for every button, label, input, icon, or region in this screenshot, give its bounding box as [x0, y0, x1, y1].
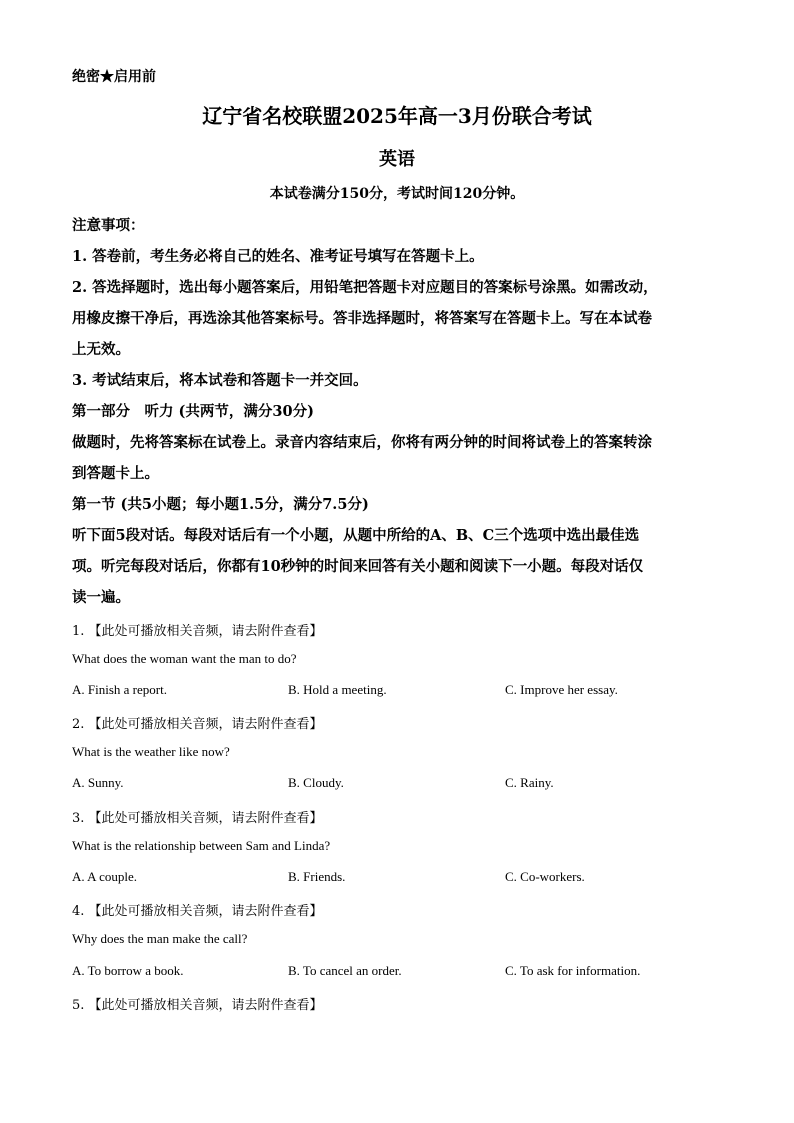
option-b-q1: B. Hold a meeting. [288, 682, 387, 697]
part1-instruction-line-2: 到答题卡上。 [72, 465, 159, 482]
option-a-q3: A. A couple. [72, 869, 137, 884]
audio-link-q5[interactable]: 5. 【此处可播放相关音频，请去附件查看】 [72, 998, 323, 1013]
section1-heading: 第一节 (共5小题；每小题1.5分，满分7.5分) [72, 496, 369, 513]
option-a-q4: A. To borrow a book. [72, 963, 184, 978]
option-c-q2: C. Rainy. [505, 775, 554, 790]
option-a-q2: A. Sunny. [72, 775, 124, 790]
section1-instruction-line-3: 读一遍。 [72, 589, 130, 606]
subject-title: 英语 [379, 149, 415, 170]
option-c-q1: C. Improve her essay. [505, 682, 618, 697]
question-stem-q1: What does the woman want the man to do? [72, 651, 297, 666]
audio-link-q2[interactable]: 2. 【此处可播放相关音频，请去附件查看】 [72, 717, 323, 732]
notes-item-1: 1. 答卷前，考生务必将自己的姓名、准考证号填写在答题卡上。 [72, 248, 484, 265]
option-b-q2: B. Cloudy. [288, 775, 344, 790]
option-a-q1: A. Finish a report. [72, 682, 167, 697]
notes-heading: 注意事项： [72, 217, 145, 234]
confidential-label: 绝密★启用前 [72, 69, 156, 85]
exam-info: 本试卷满分150分，考试时间120分钟。 [269, 186, 525, 202]
notes-item-2-line-3: 上无效。 [72, 341, 130, 358]
option-b-q3: B. Friends. [288, 869, 346, 884]
notes-item-2-line-2: 用橡皮擦干净后，再选涂其他答案标号。答非选择题时，将答案写在答题卡上。写在本试卷 [72, 310, 652, 327]
option-c-q3: C. Co-workers. [505, 869, 585, 884]
option-c-q4: C. To ask for information. [505, 963, 641, 978]
audio-link-q3[interactable]: 3. 【此处可播放相关音频，请去附件查看】 [72, 811, 323, 826]
option-b-q4: B. To cancel an order. [288, 963, 402, 978]
part1-instruction-line-1: 做题时，先将答案标在试卷上。录音内容结束后，你将有两分钟的时间将试卷上的答案转涂 [72, 434, 652, 451]
audio-link-q1[interactable]: 1. 【此处可播放相关音频，请去附件查看】 [72, 624, 323, 639]
exam-title: 辽宁省名校联盟2025年高一3月份联合考试 [202, 104, 592, 128]
section1-instruction-line-1: 听下面5段对话。每段对话后有一个小题，从题中所给的A、B、C三个选项中选出最佳选 [72, 527, 640, 544]
part1-heading: 第一部分 听力 (共两节，满分30分) [72, 403, 314, 420]
section1-instruction-line-2: 项。听完每段对话后，你都有10秒钟的时间来回答有关小题和阅读下一小题。每段对话仅 [72, 558, 644, 575]
question-stem-q4: Why does the man make the call? [72, 931, 248, 946]
notes-item-3: 3. 考试结束后，将本试卷和答题卡一并交回。 [72, 372, 368, 389]
question-stem-q3: What is the relationship between Sam and Linda? [72, 838, 331, 853]
notes-item-2-line-1: 2. 答选择题时，选出每小题答案后，用铅笔把答题卡对应题目的答案标号涂黑。如需改动， [72, 279, 658, 296]
audio-link-q4[interactable]: 4. 【此处可播放相关音频，请去附件查看】 [72, 904, 323, 919]
question-stem-q2: What is the weather like now? [72, 744, 230, 759]
